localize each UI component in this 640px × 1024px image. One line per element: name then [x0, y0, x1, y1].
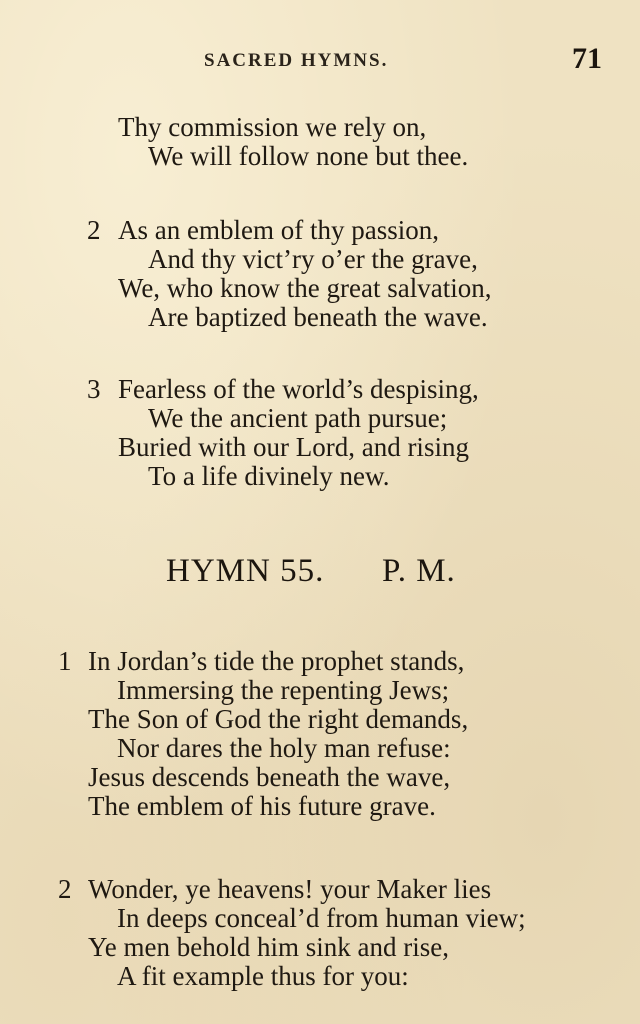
verse-line: Immersing the repenting Jews;: [117, 675, 450, 705]
verse-line: Wonder, ye heavens! your Maker lies: [88, 874, 492, 904]
verse-line: To a life divinely new.: [148, 461, 390, 491]
verse-line: We the ancient path pursue;: [148, 403, 448, 433]
verse-line: We, who know the great salvation,: [118, 273, 492, 303]
stanza-number: 2: [58, 874, 72, 904]
verse-line: A fit example thus for you:: [117, 961, 409, 991]
verse-line: Ye men behold him sink and rise,: [88, 932, 449, 962]
verse-line: As an emblem of thy passion,: [118, 215, 439, 245]
verse-line: In deeps conceal’d from human view;: [117, 903, 526, 933]
page-header: [0, 42, 640, 82]
verse-line: And thy vict’ry o’er the grave,: [148, 244, 478, 274]
verse-line: Jesus descends beneath the wave,: [88, 762, 451, 792]
stanza-number: 2: [87, 215, 101, 245]
stanza-number: 1: [58, 646, 72, 676]
verse-line: In Jordan’s tide the prophet stands,: [88, 646, 465, 676]
hymn-number: HYMN 55.: [166, 553, 325, 589]
verse-line: We will follow none but thee.: [148, 141, 469, 171]
hymn-title: [0, 553, 640, 593]
verse-line: Fearless of the world’s despising,: [118, 374, 479, 404]
verse-line: The emblem of his future grave.: [88, 791, 436, 821]
hymn-meter: P. M.: [382, 553, 456, 589]
running-head: SACRED HYMNS.: [204, 50, 389, 71]
verse-line: The Son of God the right demands,: [88, 704, 469, 734]
stanza-number: 3: [87, 374, 101, 404]
verse-line: Thy commission we rely on,: [118, 112, 427, 142]
verse-line: Are baptized beneath the wave.: [148, 302, 488, 332]
page-number: 71: [572, 42, 602, 75]
verse-line: Nor dares the holy man refuse:: [117, 733, 451, 763]
verse-line: Buried with our Lord, and rising: [118, 432, 469, 462]
